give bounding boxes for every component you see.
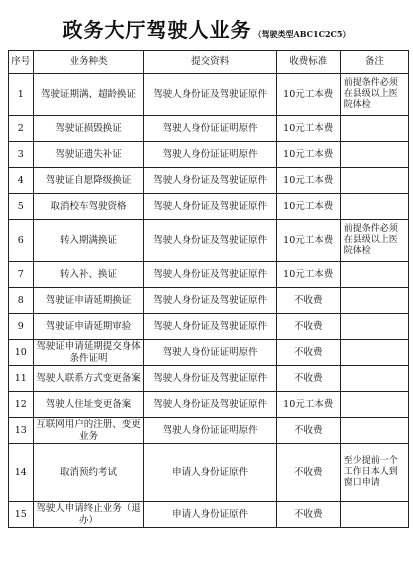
cell-fee: 10元工本费 (276, 168, 340, 194)
cell-no: 2 (9, 116, 34, 142)
cell-type: 转入期满换证 (33, 220, 144, 262)
cell-fee: 不收费 (276, 314, 340, 340)
cell-fee: 10元工本费 (276, 74, 340, 116)
cell-docs: 驾驶人身份证证明原件 (144, 116, 276, 142)
table-body (9, 74, 409, 528)
table-row (9, 168, 409, 194)
table-row (9, 314, 409, 340)
cell-no: 6 (9, 220, 34, 262)
table-row (9, 502, 409, 528)
cell-fee: 不收费 (276, 288, 340, 314)
business-table (8, 50, 409, 528)
table-row (9, 444, 409, 502)
cell-fee: 不收费 (276, 366, 340, 392)
cell-no: 4 (9, 168, 34, 194)
cell-fee: 10元工本费 (276, 194, 340, 220)
cell-type: 驾驶证损毁换证 (33, 116, 144, 142)
cell-docs: 驾驶人身份证及驾驶证原件 (144, 288, 276, 314)
cell-docs: 驾驶人身份证及驾驶证原件 (144, 168, 276, 194)
cell-no: 14 (9, 444, 34, 502)
cell-no: 5 (9, 194, 34, 220)
cell-type: 驾驶证自愿降级换证 (33, 168, 144, 194)
cell-docs: 驾驶人身份证及驾驶证原件 (144, 366, 276, 392)
cell-no: 12 (9, 392, 34, 418)
cell-note (340, 194, 408, 220)
cell-docs: 驾驶人身份证及驾驶证原件 (144, 74, 276, 116)
cell-note (340, 288, 408, 314)
cell-note (340, 366, 408, 392)
cell-note: 前提条件必须在县级以上医院体检 (340, 220, 408, 262)
table-row (9, 116, 409, 142)
header-docs: 提交资料 (144, 51, 276, 74)
cell-note (340, 116, 408, 142)
cell-type: 驾驶证期满、超龄换证 (33, 74, 144, 116)
cell-no: 9 (9, 314, 34, 340)
page-title (0, 14, 413, 43)
table-row (9, 142, 409, 168)
cell-no: 3 (9, 142, 34, 168)
title-subtitle: （驾驶类型ABC1C2C5） (253, 29, 351, 39)
cell-no: 13 (9, 418, 34, 444)
cell-docs: 申请人身份证原件 (144, 444, 276, 502)
cell-docs: 驾驶人身份证及驾驶证原件 (144, 220, 276, 262)
cell-type: 取消预约考试 (33, 444, 144, 502)
cell-note (340, 502, 408, 528)
header-note: 备注 (340, 51, 408, 74)
cell-docs: 申请人身份证原件 (144, 502, 276, 528)
cell-fee: 不收费 (276, 502, 340, 528)
cell-note (340, 418, 408, 444)
cell-note (340, 262, 408, 288)
header-type: 业务种类 (33, 51, 144, 74)
cell-no: 8 (9, 288, 34, 314)
table-row (9, 74, 409, 116)
cell-docs: 驾驶人身份证及驾驶证原件 (144, 392, 276, 418)
cell-note (340, 168, 408, 194)
cell-note: 至少提前一个工作日本人到窗口申请 (340, 444, 408, 502)
cell-fee: 不收费 (276, 444, 340, 502)
table-row (9, 220, 409, 262)
cell-fee: 10元工本费 (276, 142, 340, 168)
cell-note (340, 142, 408, 168)
cell-fee: 不收费 (276, 418, 340, 444)
cell-type: 取消校车驾驶资格 (33, 194, 144, 220)
cell-type: 驾驶证申请延期提交身体条件证明 (33, 340, 144, 366)
cell-no: 11 (9, 366, 34, 392)
table-row (9, 194, 409, 220)
table-row (9, 262, 409, 288)
cell-fee: 10元工本费 (276, 262, 340, 288)
cell-no: 7 (9, 262, 34, 288)
cell-type: 驾驶人住址变更备案 (33, 392, 144, 418)
cell-docs: 驾驶人身份证证明原件 (144, 340, 276, 366)
cell-type: 驾驶证申请延期换证 (33, 288, 144, 314)
cell-docs: 驾驶人身份证及驾驶证原件 (144, 262, 276, 288)
cell-fee: 10元工本费 (276, 116, 340, 142)
cell-no: 15 (9, 502, 34, 528)
table-row (9, 288, 409, 314)
cell-type: 互联网用户的注册、变更业务 (33, 418, 144, 444)
header-no: 序号 (9, 51, 34, 74)
cell-note: 前提条件必须在县级以上医院体检 (340, 74, 408, 116)
cell-type: 驾驶人申请终止业务（退办） (33, 502, 144, 528)
table-header-row (9, 51, 409, 74)
table-row (9, 392, 409, 418)
header-fee: 收费标准 (276, 51, 340, 74)
cell-fee: 不收费 (276, 340, 340, 366)
table-row (9, 366, 409, 392)
cell-type: 转入补、换证 (33, 262, 144, 288)
cell-no: 10 (9, 340, 34, 366)
cell-docs: 驾驶人身份证证明原件 (144, 142, 276, 168)
cell-note (340, 340, 408, 366)
title-main: 政务大厅驾驶人业务 (62, 18, 252, 42)
cell-type: 驾驶证申请延期审验 (33, 314, 144, 340)
cell-note (340, 392, 408, 418)
table-row (9, 340, 409, 366)
table-row (9, 418, 409, 444)
cell-note (340, 314, 408, 340)
cell-docs: 驾驶人身份证及驾驶证原件 (144, 194, 276, 220)
cell-fee: 10元工本费 (276, 392, 340, 418)
cell-type: 驾驶人联系方式变更备案 (33, 366, 144, 392)
cell-docs: 驾驶人身份证证明原件 (144, 418, 276, 444)
cell-no: 1 (9, 74, 34, 116)
cell-fee: 10元工本费 (276, 220, 340, 262)
cell-type: 驾驶证遗失补证 (33, 142, 144, 168)
cell-docs: 驾驶人身份证及驾驶证原件 (144, 314, 276, 340)
